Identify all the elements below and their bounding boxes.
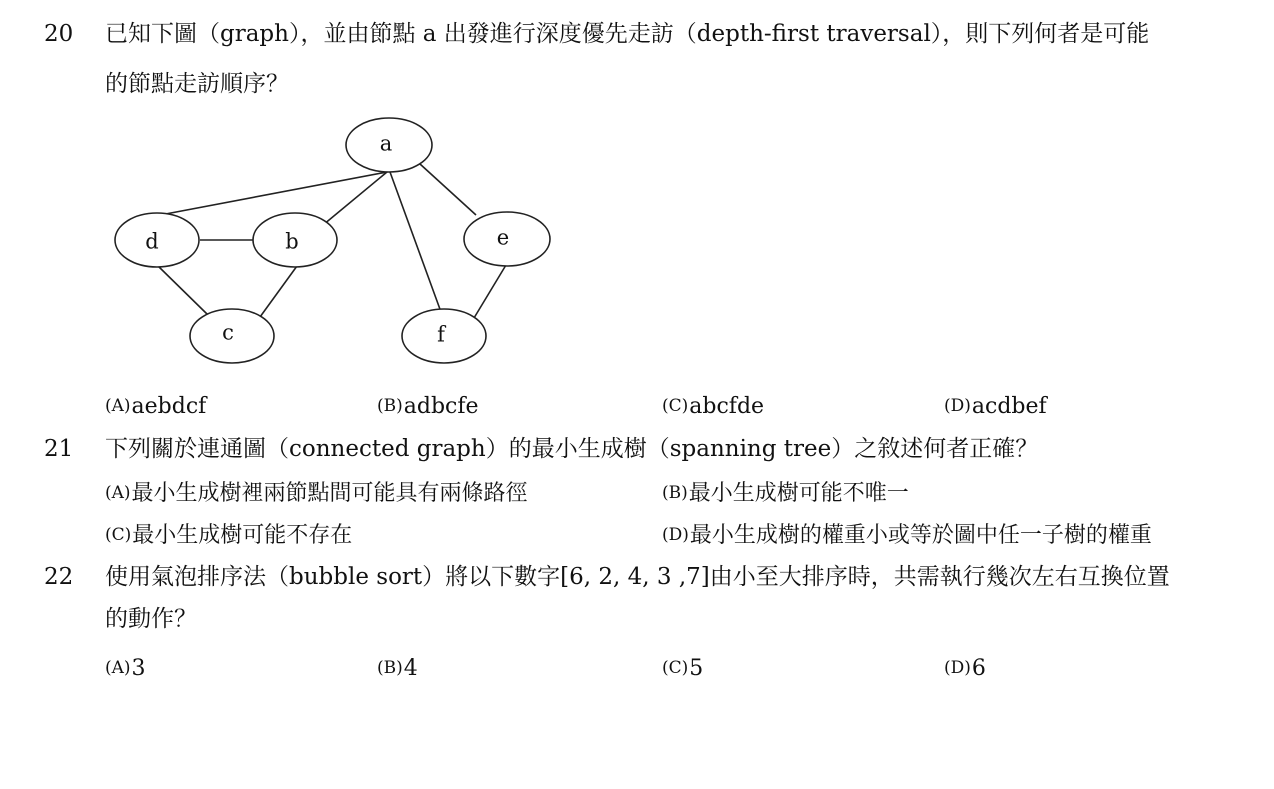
option-d: (D)acdbef bbox=[944, 394, 1047, 419]
svg-text:e: e bbox=[496, 225, 510, 250]
option-b: (B)最小生成樹可能不唯一 bbox=[662, 481, 909, 506]
question-number: 22 bbox=[44, 564, 74, 590]
option-d: (D)最小生成樹的權重小或等於圖中任一子樹的權重 bbox=[662, 523, 1152, 548]
graph-node-e bbox=[464, 212, 550, 266]
edge-a-b bbox=[323, 172, 387, 225]
option-a: (A)最小生成樹裡兩節點間可能具有兩條路徑 bbox=[105, 481, 528, 506]
option-d: (D)6 bbox=[944, 656, 986, 681]
graph-node-c bbox=[190, 309, 274, 363]
question-text: 已知下圖（graph），並由節點 a 出發進行深度優先走訪（depth-first traversal），則下列何者是可能 bbox=[105, 21, 1150, 47]
question-text: 下列關於連通圖（connected graph）的最小生成樹（spanning tree）之敘述何者正確？ bbox=[105, 436, 1039, 462]
graph-node-a bbox=[346, 118, 432, 172]
option-c: (C)abcfde bbox=[662, 394, 765, 419]
graph-node-f bbox=[402, 309, 486, 363]
question-text-continued: 的動作？ bbox=[105, 606, 197, 632]
graph-node-d bbox=[115, 213, 199, 267]
option-c: (C)5 bbox=[662, 656, 704, 681]
option-b: (B)adbcfe bbox=[377, 394, 479, 419]
graph-node-b bbox=[253, 213, 337, 267]
question-number: 20 bbox=[44, 21, 74, 47]
option-c: (C)最小生成樹可能不存在 bbox=[105, 523, 353, 548]
edge-b-c bbox=[260, 266, 297, 317]
edge-a-e bbox=[420, 164, 476, 215]
svg-text:a: a bbox=[379, 131, 393, 156]
option-a: (A)aebdcf bbox=[105, 394, 207, 419]
graph-diagram bbox=[100, 112, 560, 374]
svg-text:c: c bbox=[222, 320, 234, 345]
edge-a-f bbox=[390, 172, 441, 312]
edge-a-d bbox=[155, 172, 387, 216]
svg-text:b: b bbox=[285, 229, 299, 254]
question-text: 使用氣泡排序法（bubble sort）將以下數字[6, 2, 4, 3 ,7]由小至大排序時，共需執行幾次左右互換位置 bbox=[105, 564, 1170, 590]
svg-text:f: f bbox=[437, 322, 445, 347]
option-a: (A)3 bbox=[105, 656, 146, 681]
option-b: (B)4 bbox=[377, 656, 418, 681]
question-text-continued: 的節點走訪順序？ bbox=[105, 71, 289, 97]
edge-e-f bbox=[474, 265, 506, 318]
edge-d-c bbox=[157, 265, 207, 314]
svg-text:d: d bbox=[145, 229, 159, 254]
question-number: 21 bbox=[44, 436, 74, 462]
